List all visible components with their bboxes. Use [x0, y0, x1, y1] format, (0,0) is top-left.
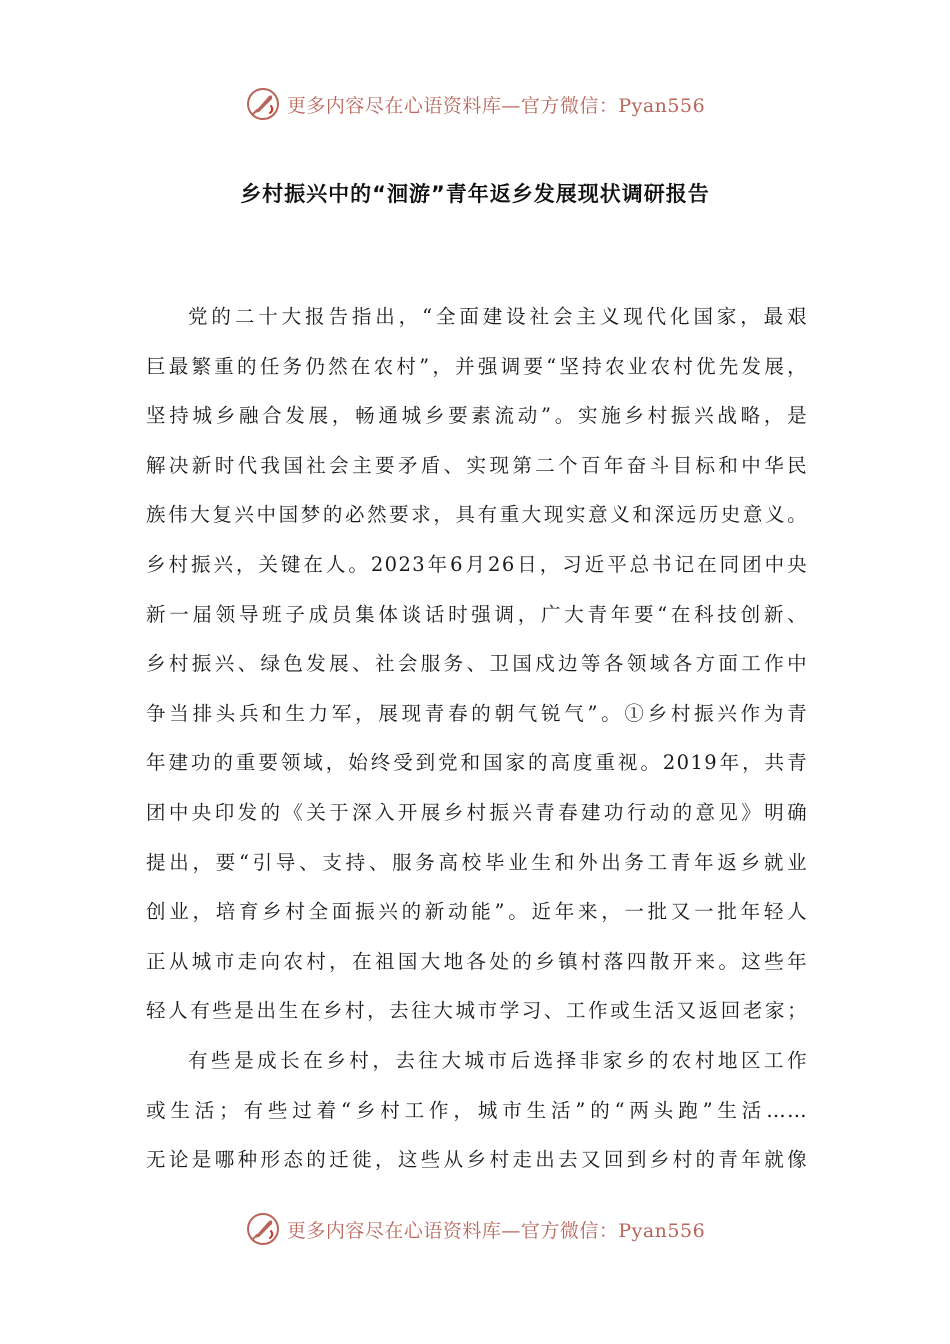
document-title: 乡村振兴中的“洄游”青年返乡发展现状调研报告 [240, 182, 710, 206]
header-banner [0, 82, 950, 126]
body-line: 坚持城乡融合发展，畅通城乡要素流动”。实施乡村振兴战略，是 [146, 404, 808, 428]
body-line: 无论是哪种形态的迁徙，这些从乡村走出去又回到乡村的青年就像 [146, 1148, 808, 1172]
body-line: 解决新时代我国社会主要矛盾、实现第二个百年奋斗目标和中华民 [146, 453, 808, 477]
body-line: 或生活；有些过着“乡村工作，城市生活”的“两头跑”生活…… [146, 1098, 808, 1122]
body-line: 轻人有些是出生在乡村，去往大城市学习、工作或生活又返回老家； [146, 999, 808, 1023]
quill-logo-icon [245, 86, 281, 122]
body-line: 乡村振兴，关键在人。2023年6月26日，习近平总书记在同团中央 [146, 552, 808, 576]
body-line: 争当排头兵和生力军，展现青春的朝气锐气”。①乡村振兴作为青 [146, 701, 808, 725]
footer-banner [0, 1207, 950, 1251]
body-line: 党的二十大报告指出，“全面建设社会主义现代化国家，最艰 [188, 305, 808, 328]
body-line: 有些是成长在乡村，去往大城市后选择非家乡的农村地区工作 [188, 1048, 808, 1072]
body-line: 族伟大复兴中国梦的必然要求，具有重大现实意义和深远历史意义。 [146, 503, 808, 527]
document-body [146, 292, 808, 1185]
body-line: 新一届领导班子成员集体谈话时强调，广大青年要“在科技创新、 [146, 602, 808, 626]
quill-logo-icon [245, 1211, 281, 1247]
body-line: 创业，培育乡村全面振兴的新动能”。近年来，一批又一批年轻人 [146, 900, 808, 924]
banner-text: 更多内容尽在心语资料库—官方微信：Pyan556 [286, 1219, 706, 1242]
banner-text: 更多内容尽在心语资料库—官方微信：Pyan556 [286, 94, 706, 117]
body-line: 提出，要“引导、支持、服务高校毕业生和外出务工青年返乡就业 [146, 850, 808, 874]
body-line: 正从城市走向农村，在祖国大地各处的乡镇村落四散开来。这些年 [146, 949, 808, 973]
body-line: 团中央印发的《关于深入开展乡村振兴青春建功行动的意见》明确 [146, 800, 808, 824]
body-line: 巨最繁重的任务仍然在农村”，并强调要“坚持农业农村优先发展， [146, 354, 808, 378]
body-line: 年建功的重要领域，始终受到党和国家的高度重视。2019年，共青 [146, 751, 808, 775]
body-line: 乡村振兴、绿色发展、社会服务、卫国戍边等各领域各方面工作中 [146, 652, 808, 676]
